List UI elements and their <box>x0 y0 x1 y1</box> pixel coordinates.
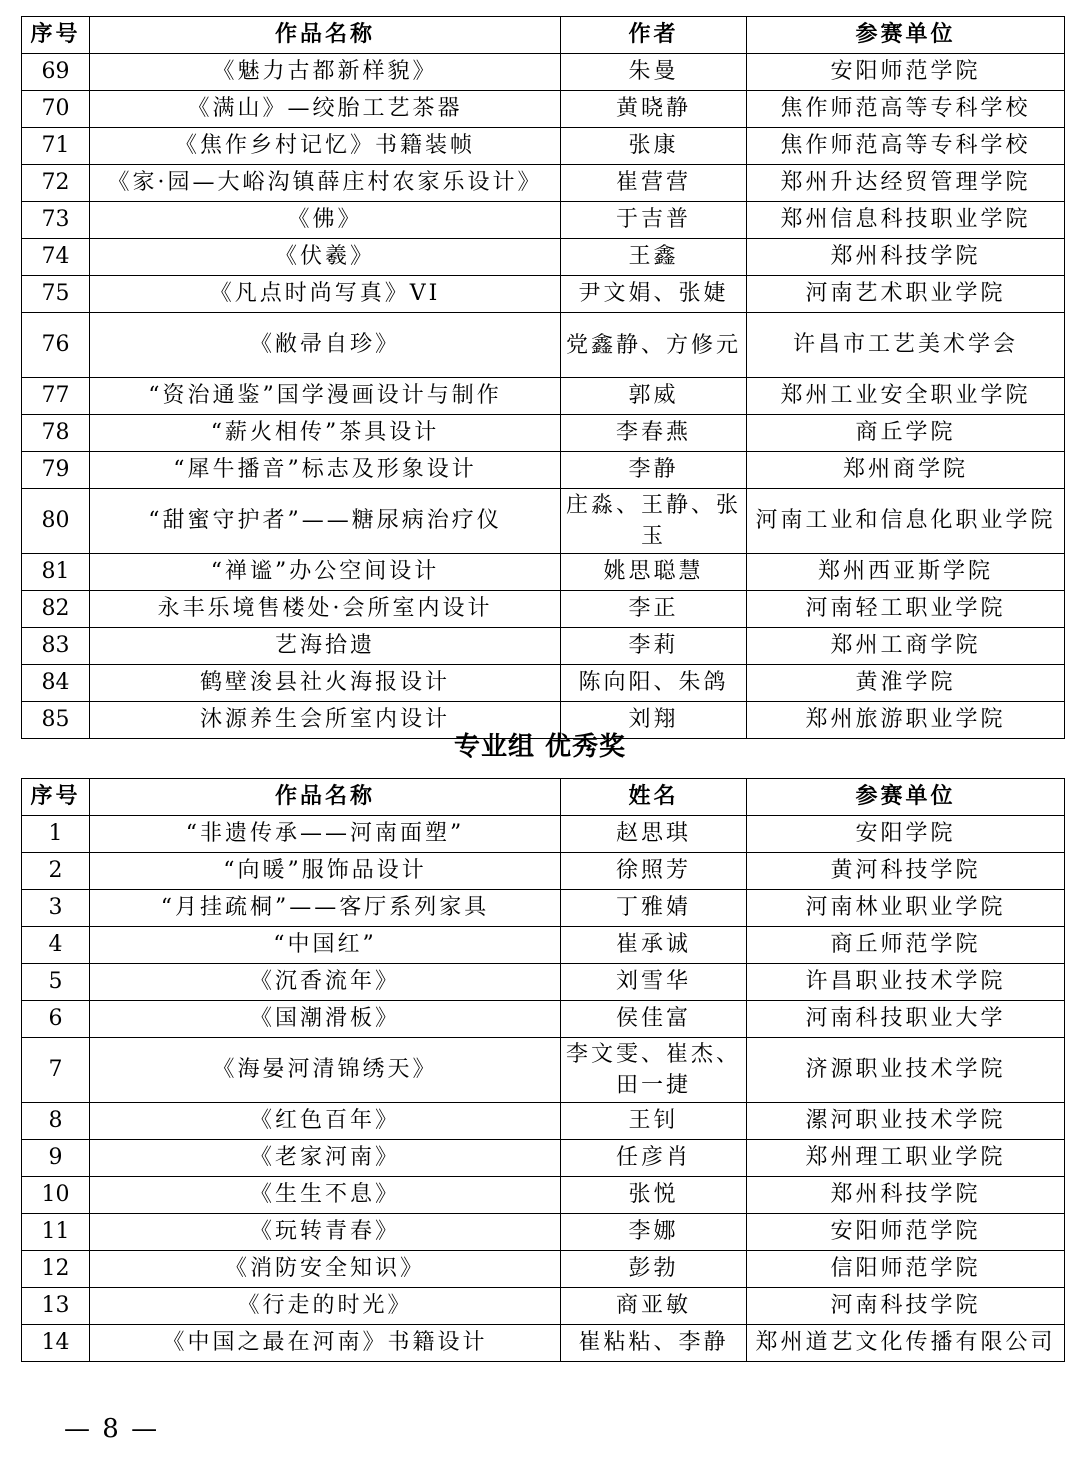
cell-organization: 商丘师范学院 <box>747 927 1065 964</box>
cell-organization: 许昌职业技术学院 <box>747 964 1065 1001</box>
table-row <box>22 554 1065 591</box>
cell-index: 10 <box>22 1177 90 1214</box>
cell-author: 黄晓静 <box>561 91 747 128</box>
cell-organization: 信阳师范学院 <box>747 1251 1065 1288</box>
cell-index: 13 <box>22 1288 90 1325</box>
table-row <box>22 54 1065 91</box>
cell-author: 李正 <box>561 591 747 628</box>
table-row <box>22 816 1065 853</box>
cell-index: 75 <box>22 276 90 313</box>
table-row <box>22 415 1065 452</box>
cell-organization: 漯河职业技术学院 <box>747 1103 1065 1140</box>
cell-work-title: “犀牛播音”标志及形象设计 <box>90 452 561 489</box>
cell-author: 尹文娟、张婕 <box>561 276 747 313</box>
header-index: 序号 <box>22 17 90 54</box>
cell-index: 8 <box>22 1103 90 1140</box>
table-row <box>22 1325 1065 1362</box>
cell-organization: 黄河科技学院 <box>747 853 1065 890</box>
cell-organization: 安阳师范学院 <box>747 54 1065 91</box>
cell-organization: 商丘学院 <box>747 415 1065 452</box>
cell-index: 79 <box>22 452 90 489</box>
cell-index: 82 <box>22 591 90 628</box>
table-row <box>22 313 1065 378</box>
cell-organization: 河南科技学院 <box>747 1288 1065 1325</box>
cell-author: 彭勃 <box>561 1251 747 1288</box>
cell-author: 王钊 <box>561 1103 747 1140</box>
cell-work-title: 《伏羲》 <box>90 239 561 276</box>
cell-index: 69 <box>22 54 90 91</box>
table-row <box>22 452 1065 489</box>
table-row <box>22 1038 1065 1103</box>
cell-index: 85 <box>22 702 90 739</box>
cell-author: 党鑫静、方修元 <box>561 313 747 378</box>
page-number: — 8 — <box>64 1414 160 1444</box>
table-row <box>22 1177 1065 1214</box>
cell-organization: 焦作师范高等专科学校 <box>747 128 1065 165</box>
cell-work-title: 沐源养生会所室内设计 <box>90 702 561 739</box>
table-row <box>22 489 1065 554</box>
cell-author: 刘雪华 <box>561 964 747 1001</box>
cell-work-title: 永丰乐境售楼处·会所室内设计 <box>90 591 561 628</box>
cell-organization: 郑州商学院 <box>747 452 1065 489</box>
table-row <box>22 239 1065 276</box>
table-header-row <box>22 779 1065 816</box>
cell-author: 张悦 <box>561 1177 747 1214</box>
cell-work-title: “中国红” <box>90 927 561 964</box>
section-title: 专业组 优秀奖 <box>453 732 627 762</box>
cell-organization: 郑州科技学院 <box>747 1177 1065 1214</box>
cell-author: 庄淼、王静、张玉 <box>561 489 747 554</box>
cell-organization: 安阳师范学院 <box>747 1214 1065 1251</box>
cell-organization: 黄淮学院 <box>747 665 1065 702</box>
table-row <box>22 1103 1065 1140</box>
cell-organization: 安阳学院 <box>747 816 1065 853</box>
cell-organization: 郑州西亚斯学院 <box>747 554 1065 591</box>
cell-author: 商亚敏 <box>561 1288 747 1325</box>
cell-organization: 河南工业和信息化职业学院 <box>747 489 1065 554</box>
cell-index: 81 <box>22 554 90 591</box>
table-row <box>22 276 1065 313</box>
cell-author: 徐照芳 <box>561 853 747 890</box>
cell-index: 80 <box>22 489 90 554</box>
cell-index: 73 <box>22 202 90 239</box>
cell-work-title: 《沉香流年》 <box>90 964 561 1001</box>
cell-author: 姚思聪慧 <box>561 554 747 591</box>
cell-author: 任彦肖 <box>561 1140 747 1177</box>
header-index: 序号 <box>22 779 90 816</box>
cell-work-title: “薪火相传”茶具设计 <box>90 415 561 452</box>
cell-index: 84 <box>22 665 90 702</box>
cell-author: 丁雅婧 <box>561 890 747 927</box>
cell-index: 14 <box>22 1325 90 1362</box>
cell-index: 72 <box>22 165 90 202</box>
cell-work-title: “资治通鉴”国学漫画设计与制作 <box>90 378 561 415</box>
cell-work-title: 《佛》 <box>90 202 561 239</box>
table-row <box>22 1251 1065 1288</box>
table-row <box>22 378 1065 415</box>
cell-index: 74 <box>22 239 90 276</box>
cell-work-title: 《凡点时尚写真》VI <box>90 276 561 313</box>
cell-work-title: “甜蜜守护者”——糖尿病治疗仪 <box>90 489 561 554</box>
table-row <box>22 128 1065 165</box>
cell-index: 2 <box>22 853 90 890</box>
table-body <box>22 816 1065 1362</box>
table-row <box>22 890 1065 927</box>
table-row <box>22 165 1065 202</box>
table-row <box>22 591 1065 628</box>
table-header-row <box>22 17 1065 54</box>
table-row <box>22 1214 1065 1251</box>
table-row <box>22 927 1065 964</box>
cell-author: 侯佳富 <box>561 1001 747 1038</box>
cell-organization: 郑州工商学院 <box>747 628 1065 665</box>
cell-author: 赵思琪 <box>561 816 747 853</box>
cell-work-title: 《生生不息》 <box>90 1177 561 1214</box>
table-row <box>22 1288 1065 1325</box>
cell-index: 4 <box>22 927 90 964</box>
cell-index: 5 <box>22 964 90 1001</box>
cell-organization: 河南艺术职业学院 <box>747 276 1065 313</box>
cell-organization: 郑州科技学院 <box>747 239 1065 276</box>
cell-author: 李春燕 <box>561 415 747 452</box>
cell-organization: 郑州旅游职业学院 <box>747 702 1065 739</box>
cell-organization: 郑州道艺文化传播有限公司 <box>747 1325 1065 1362</box>
header-organization: 参赛单位 <box>747 779 1065 816</box>
cell-work-title: 《满山》—绞胎工艺茶器 <box>90 91 561 128</box>
table-body <box>22 54 1065 739</box>
cell-work-title: 《国潮滑板》 <box>90 1001 561 1038</box>
cell-index: 78 <box>22 415 90 452</box>
cell-work-title: 《中国之最在河南》书籍设计 <box>90 1325 561 1362</box>
cell-author: 李文雯、崔杰、田一捷 <box>561 1038 747 1103</box>
table-row <box>22 1140 1065 1177</box>
cell-organization: 郑州理工职业学院 <box>747 1140 1065 1177</box>
cell-index: 3 <box>22 890 90 927</box>
cell-work-title: “向暖”服饰品设计 <box>90 853 561 890</box>
cell-author: 于吉普 <box>561 202 747 239</box>
cell-work-title: 《玩转青春》 <box>90 1214 561 1251</box>
cell-work-title: “禅谧”办公空间设计 <box>90 554 561 591</box>
cell-author: 郭威 <box>561 378 747 415</box>
table-row <box>22 202 1065 239</box>
cell-index: 11 <box>22 1214 90 1251</box>
cell-organization: 焦作师范高等专科学校 <box>747 91 1065 128</box>
cell-work-title: 《消防安全知识》 <box>90 1251 561 1288</box>
cell-organization: 济源职业技术学院 <box>747 1038 1065 1103</box>
cell-organization: 郑州工业安全职业学院 <box>747 378 1065 415</box>
cell-work-title: 鹤壁浚县社火海报设计 <box>90 665 561 702</box>
cell-organization: 河南林业职业学院 <box>747 890 1065 927</box>
cell-organization: 郑州升达经贸管理学院 <box>747 165 1065 202</box>
cell-work-title: 《行走的时光》 <box>90 1288 561 1325</box>
cell-organization: 河南科技职业大学 <box>747 1001 1065 1038</box>
cell-author: 朱曼 <box>561 54 747 91</box>
header-name: 姓名 <box>561 779 747 816</box>
cell-author: 陈向阳、朱鸽 <box>561 665 747 702</box>
table-row <box>22 964 1065 1001</box>
award-table-2 <box>21 778 1065 1362</box>
cell-author: 李莉 <box>561 628 747 665</box>
cell-author: 张康 <box>561 128 747 165</box>
award-table-1 <box>21 16 1065 739</box>
header-work-title: 作品名称 <box>90 17 561 54</box>
cell-index: 70 <box>22 91 90 128</box>
cell-organization: 郑州信息科技职业学院 <box>747 202 1065 239</box>
cell-author: 崔营营 <box>561 165 747 202</box>
header-author: 作者 <box>561 17 747 54</box>
cell-work-title: 《焦作乡村记忆》书籍装帧 <box>90 128 561 165</box>
cell-work-title: 《敝帚自珍》 <box>90 313 561 378</box>
cell-index: 77 <box>22 378 90 415</box>
table-row <box>22 665 1065 702</box>
cell-work-title: 《魅力古都新样貌》 <box>90 54 561 91</box>
cell-author: 李静 <box>561 452 747 489</box>
cell-index: 1 <box>22 816 90 853</box>
cell-index: 76 <box>22 313 90 378</box>
cell-index: 9 <box>22 1140 90 1177</box>
cell-work-title: 《海晏河清锦绣天》 <box>90 1038 561 1103</box>
cell-author: 崔粘粘、李静 <box>561 1325 747 1362</box>
table-row <box>22 1001 1065 1038</box>
cell-index: 12 <box>22 1251 90 1288</box>
cell-index: 71 <box>22 128 90 165</box>
cell-work-title: 《红色百年》 <box>90 1103 561 1140</box>
header-work-title: 作品名称 <box>90 779 561 816</box>
cell-work-title: “月挂疏桐”——客厅系列家具 <box>90 890 561 927</box>
cell-work-title: 艺海拾遗 <box>90 628 561 665</box>
cell-author: 刘翔 <box>561 702 747 739</box>
cell-organization: 河南轻工职业学院 <box>747 591 1065 628</box>
cell-author: 李娜 <box>561 1214 747 1251</box>
cell-organization: 许昌市工艺美术学会 <box>747 313 1065 378</box>
header-organization: 参赛单位 <box>747 17 1065 54</box>
table-row <box>22 853 1065 890</box>
cell-work-title: “非遗传承——河南面塑” <box>90 816 561 853</box>
cell-author: 王鑫 <box>561 239 747 276</box>
cell-index: 6 <box>22 1001 90 1038</box>
cell-author: 崔承诚 <box>561 927 747 964</box>
cell-work-title: 《家·园—大峪沟镇薛庄村农家乐设计》 <box>90 165 561 202</box>
table-row <box>22 91 1065 128</box>
cell-index: 83 <box>22 628 90 665</box>
table-row <box>22 628 1065 665</box>
cell-work-title: 《老家河南》 <box>90 1140 561 1177</box>
cell-index: 7 <box>22 1038 90 1103</box>
